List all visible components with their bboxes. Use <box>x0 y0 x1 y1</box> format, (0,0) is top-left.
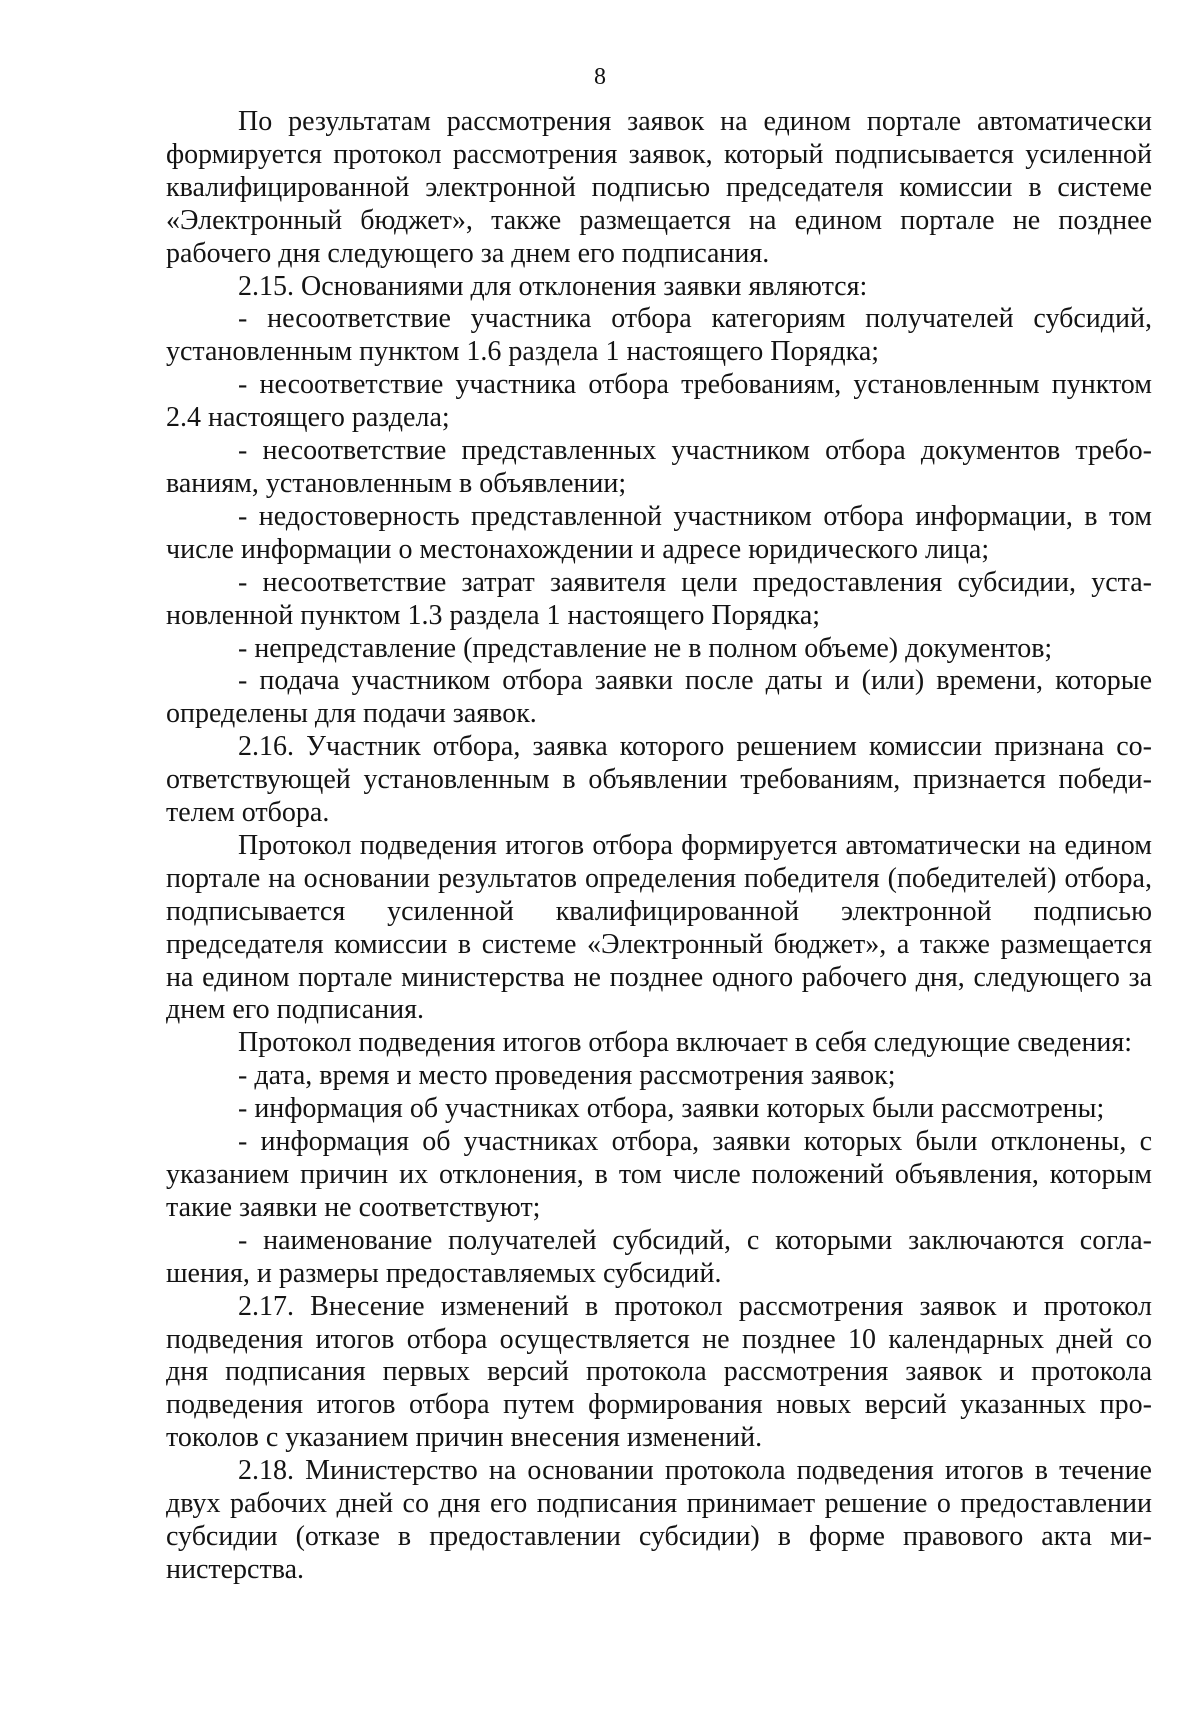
paragraph-protocol-review: По результатам рассмотрения заявок на едином портале автоматически формируется протокол рассмотрения заявок, который подписывается усиленной квалифицированной электронной подписью председателя комиссии в системе «Электронный бюджет», также размещается на едином портале не позднее рабочего дня следующего за днем его подписания. <box>166 106 1152 269</box>
list-item-documents-mismatch: - несоответствие представленных участником отбора документов требованиям, установленным в объявлении; <box>166 435 1152 499</box>
page-number: 8 <box>594 64 606 90</box>
list-item-requirements-mismatch: - несоответствие участника отбора требованиям, установленным пунктом 2.4 настоящего раздела; <box>166 369 1152 434</box>
list-item-date-time-place: - дата, время и место проведения рассмотрения заявок; <box>238 1060 896 1092</box>
list-item-reviewed-participants: - информация об участниках отбора, заявки которых были рассмотрены; <box>238 1093 1105 1125</box>
paragraph-results-protocol: Протокол подведения итогов отбора формируется автоматически на едином портале на основании результатов определения победителя (победителей) отбора, подписывается усиленной квалифицированной электронной подписью председателя комиссии в системе «Электронный бюджет», а также размещается на едином портале министерства не позднее одного рабочего дня, следующего за днем его подписания. <box>166 829 1152 1026</box>
paragraph-2-16: 2.16. Участник отбора, заявка которого решением комиссии признана соответствующей установленным в объявлении требованиям, признается победителем отбора. <box>166 731 1152 829</box>
list-item-recipients: - наименование получателей субсидий, с которыми заключаются соглашения, и размеры предоставляемых субсидий. <box>166 1224 1152 1289</box>
paragraph-protocol-contents: Протокол подведения итогов отбора включает в себя следующие сведения: <box>238 1027 1133 1059</box>
list-item-rejected-participants: - информация об участниках отбора, заявки которых были отклонены, с указанием причин их отклонения, в том числе положений объявления, которым такие заявки не соответствуют; <box>166 1126 1152 1223</box>
list-item-category-mismatch: - несоответствие участника отбора категориям получателей субсидий, установленным пунктом 1.6 раздела 1 настоящего Порядка; <box>166 303 1152 368</box>
document-body <box>166 106 1152 1587</box>
paragraph-2-15-heading: 2.15. Основаниями для отклонения заявки являются: <box>238 270 868 302</box>
list-item-late-submission: - подача участником отбора заявки после даты и (или) времени, которые определены для подачи заявок. <box>166 665 1152 730</box>
list-item-documents-missing: - непредставление (представление не в полном объеме) документов; <box>238 632 1053 664</box>
paragraph-2-17: 2.17. Внесение изменений в протокол рассмотрения заявок и протокол подведения итогов отбора осуществляется не позднее 10 календарных дней со дня подписания первых версий протокола рассмотрения заявок и протокола подведения итогов отбора путем формирования новых версий указанных протоколов с указанием причин внесения изменений. <box>166 1290 1152 1454</box>
list-item-costs-mismatch: - несоответствие затрат заявителя цели предоставления субсидии, установленной пунктом 1.3 раздела 1 настоящего Порядка; <box>166 566 1152 631</box>
paragraph-2-18: 2.18. Министерство на основании протокола подведения итогов в течение двух рабочих дней со дня его подписания принимает решение о предоставлении субсидии (отказе в предоставлении субсидии) в форме правового акта министерства. <box>166 1455 1152 1585</box>
list-item-unreliable-information: - недостоверность представленной участником отбора информации, в том числе информации о местонахождении и адресе юридического лица; <box>166 500 1152 565</box>
